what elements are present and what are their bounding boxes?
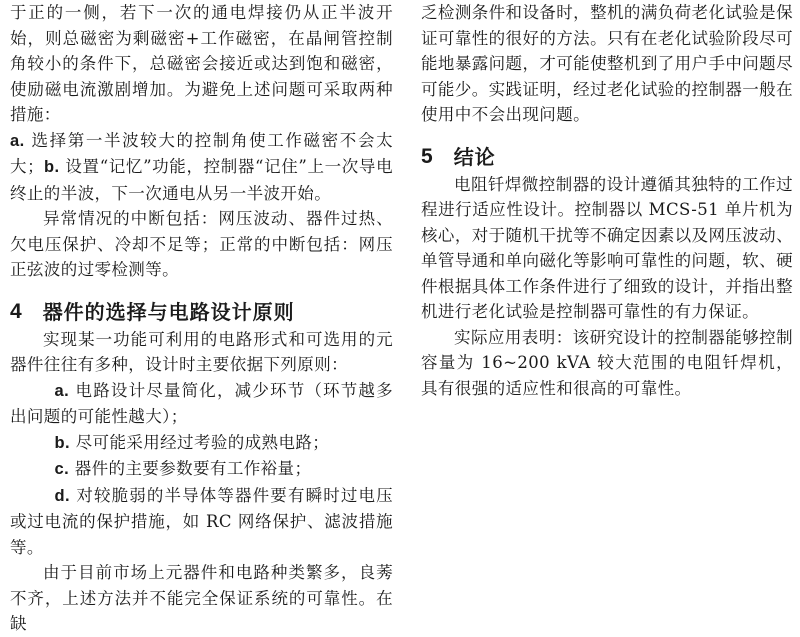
spacer: [421, 128, 793, 142]
list-item-text: 器件的主要参数要有工作裕量；: [69, 459, 312, 478]
paragraph-text: 于正的一侧，若下一次的通电焊接仍从正半波开始，则总磁密为剩磁密+工作磁密，在晶闸管控制角较小的条件下，总磁密会接近或达到饱和磁密，使励磁电流激剧增加。为避免上述问题可采取两种措施：: [10, 3, 393, 124]
section-5-heading: [421, 142, 793, 172]
section-4-heading: [10, 297, 393, 327]
list-label: c.: [54, 460, 70, 478]
paragraph-conclusion: [421, 172, 793, 325]
list-item-text: 尽可能采用经过考验的成熟电路；: [70, 432, 330, 452]
list-label-a: a.: [10, 131, 25, 150]
spacer: [10, 283, 393, 297]
section-title: 结论: [453, 144, 496, 169]
measure-b-text: 设置“记忆”功能，控制器“记住”上一次导电终止的半波，下一次通电从另一半波开始。: [10, 157, 393, 203]
paragraph-aging-test: [421, 0, 793, 128]
paragraph-text: 实现某一功能可利用的电路形式和可选用的元器件往往有多种，设计时主要依据下列原则：: [10, 329, 393, 374]
list-label-b: b.: [44, 158, 60, 176]
list-label: b.: [54, 433, 71, 452]
paragraph-text: 电阻钎焊微控制器的设计遵循其独特的工作过程进行适应性设计。控制器以 MCS-51 单片机为核心，对于随机干扰等不确定因素以及网压波动、单管导通和单向磁化等影响可靠性的问题，软、硬件根据具体工作条件进行了细致的设计，并指出整机进行老化试验是控制器可靠性的有力保证。: [421, 174, 793, 321]
measure-a: [10, 128, 393, 207]
paragraph-text: 实际应用表明：该研究设计的控制器能够控制容量为 16~200 kVA 较大范围的电阻钎焊机，具有很强的适应性和很高的可靠性。: [421, 327, 793, 398]
paragraph-interrupts: [10, 206, 393, 283]
list-item-d: [10, 483, 393, 561]
paragraph-principles-intro: [10, 327, 393, 378]
section-number: 4: [10, 299, 23, 323]
list-label: d.: [54, 486, 71, 505]
list-item-b: [10, 430, 393, 457]
paragraph-application: [421, 325, 793, 402]
right-column: [421, 0, 793, 401]
paragraph-magnetic-flux: [10, 0, 393, 128]
list-item-c: [10, 456, 393, 483]
paragraph-market: [10, 560, 393, 637]
paragraph-text: 由于目前市场上元器件和电路种类繁多，良莠不齐，上述方法并不能完全保证系统的可靠性。在缺: [10, 563, 393, 633]
paragraph-text: 异常情况的中断包括：网压波动、器件过热、欠电压保护、冷却不足等；正常的中断包括：网压正弦波的过零检测等。: [10, 209, 393, 279]
section-title: 器件的选择与电路设计原则: [42, 299, 295, 324]
measure-a-text: 选择第一半波较大的控制角使工作磁密不会太大；: [10, 130, 393, 176]
section-number: 5: [421, 144, 434, 168]
list-item-a: [10, 378, 393, 430]
paragraph-text: 乏检测条件和设备时，整机的满负荷老化试验是保证可靠性的很好的方法。只有在老化试验阶段尽可能地暴露问题，才可能使整机到了用户手中问题尽可能少。实践证明，经过老化试验的控制器一般在使用中不会出现问题。: [421, 3, 793, 124]
list-label: a.: [54, 381, 70, 400]
list-item-text: 电路设计尽量简化，减少环节（环节越多出问题的可能性越大）；: [10, 380, 393, 426]
list-item-text: 对较脆弱的半导体等器件要有瞬时过电压或过电流的保护措施，如 RC 网络保护、滤波措施等。: [10, 485, 393, 557]
left-column: [10, 0, 393, 637]
